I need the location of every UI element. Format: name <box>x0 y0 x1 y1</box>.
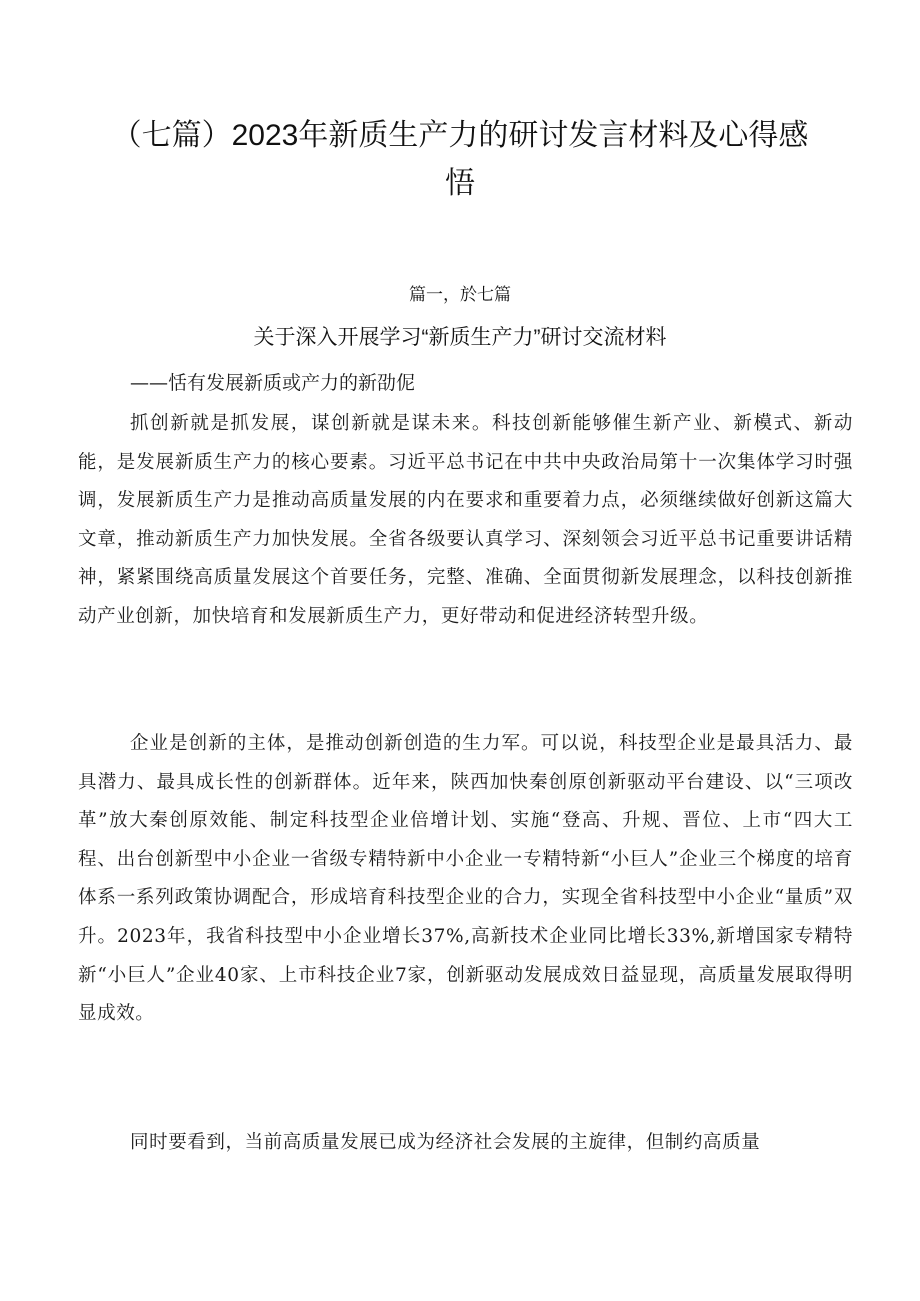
body-paragraph: 抓创新就是抓发展，谋创新就是谋未来。科技创新能够催生新产业、新模式、新动能，是发展新质生产力的核心要素。习近平总书记在中共中央政治局第十一次集体学习时强调，发展新质生产力是推动高质量发展的内在要求和重要着力点，必须继续做好创新这篇大文章，推动新质生产力加快发展。全省各级要认真学习、深刻领会习近平总书记重要讲话精神，紧紧围绕高质量发展这个首要任务，完整、准确、全面贯彻新发展理念，以科技创新推动产业创新，加快培育和发展新质生产力，更好带动和促进经济转型升级。 <box>78 413 853 627</box>
article-title: 关于深入开展学习“新质生产力”研讨交流材料 <box>253 326 667 349</box>
section-label: 篇一，於七篇 <box>409 285 511 304</box>
article-subtitle: ——恬有发展新质或产力的新劭伲 <box>130 372 416 394</box>
document-title <box>90 112 830 208</box>
body-paragraph: 同时要看到，当前高质量发展已成为经济社会发展的主旋律，但制约高质量 <box>130 1132 761 1153</box>
body-paragraph: 企业是创新的主体，是推动创新创造的生力军。可以说，科技型企业是最具活力、最具潜力、最具成长性的创新群体。近年来，陕西加快秦创原创新驱动平台建设、以“三项改革”放大秦创原效能、制定科技型企业倍增计划、实施“登高、升规、晋位、上市“四大工程、出台创新型中小企业一省级专精特新中小企业一专精特新“小巨人”企业三个梯度的培育体系一系列政策协调配合，形成培育科技型企业的合力，实现全省科技型中小企业“量质”双升。2023年，我省科技型中小企业增长37%,高新技术企业同比增长33%,新增国家专精特新“小巨人”企业40家、上市科技企业7家，创新驱动发展成效日益显现，高质量发展取得明显成效。 <box>78 733 853 1025</box>
document-title-line-2: 悟 <box>445 167 475 200</box>
document-title-line-1: （七篇）2023年新质生产力的研讨发言材料及心得感 <box>111 119 809 152</box>
